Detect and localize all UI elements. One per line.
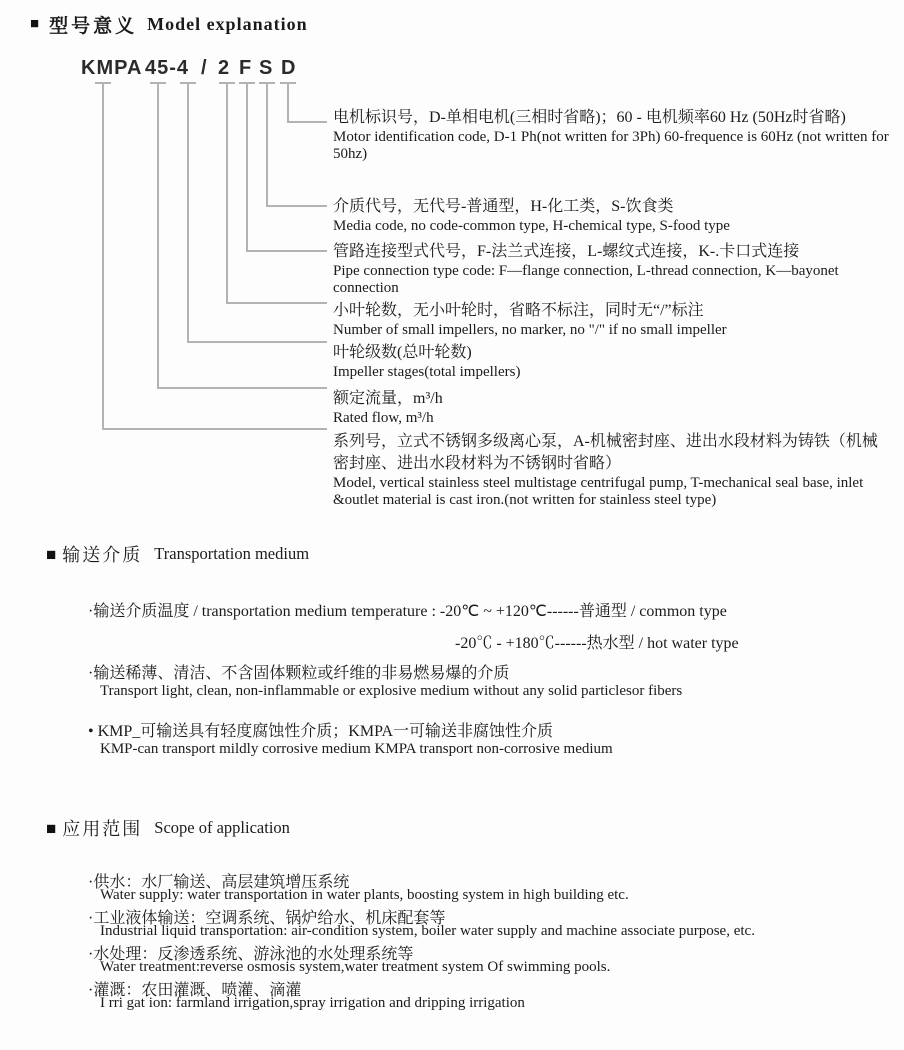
transportation-medium-header xyxy=(46,541,309,567)
leader-horizontal-d xyxy=(287,121,327,123)
application-item-en: Industrial liquid transportation: air-condition system, boiler water supply and machine associate purpose, etc. xyxy=(100,923,755,939)
explanation-impeller-stages xyxy=(333,342,890,381)
section-marker-square: ■ xyxy=(46,818,57,838)
leader-horizontal-45 xyxy=(157,387,327,389)
model-code-flow-stage: 45-4 xyxy=(145,57,190,79)
application-item-en: I rri gat ion: farmland irrigation,spray irrigation and dripping irrigation xyxy=(100,995,525,1011)
explanation-rated-flow xyxy=(333,388,890,427)
medium-temperature-line2: -20℃ - +180℃------热水型 / hot water type xyxy=(455,635,739,652)
leader-vertical-s xyxy=(266,84,268,207)
leader-vertical-2 xyxy=(226,84,228,304)
application-item-zh: ·供水：水厂输送、高层建筑增压系统 xyxy=(88,874,350,891)
leader-vertical-45 xyxy=(157,84,159,389)
explanation-en: Motor identification code, D-1 Ph(not written for 3Ph) 60-frequence is 60Hz (not written for 50hz) xyxy=(333,129,889,162)
leader-vertical-4 xyxy=(187,84,189,343)
model-code-motor: D xyxy=(281,57,297,79)
leader-horizontal-s xyxy=(266,205,327,207)
explanation-zh: 介质代号，无代号-普通型，H-化工类，S-饮食类 xyxy=(333,198,674,215)
model-code-pipe: F xyxy=(239,57,253,79)
medium-item-zh: • KMP_可输送具有轻度腐蚀性介质；KMPA一可输送非腐蚀性介质 xyxy=(88,723,554,740)
model-code-series: KMPA xyxy=(81,57,143,79)
model-explanation-title-en: Model explanation xyxy=(147,14,308,34)
medium-item-en: KMP-can transport mildly corrosive medium KMPA transport non-corrosive medium xyxy=(100,741,613,757)
leader-horizontal-2 xyxy=(226,302,327,304)
application-item-zh: ·水处理：反渗透系统、游泳池的水处理系统等 xyxy=(88,946,414,963)
explanation-en: Number of small impellers, no marker, no "/" if no small impeller xyxy=(333,322,727,338)
explanation-en: Media code, no code-common type, H-chemical type, S-food type xyxy=(333,218,730,234)
explanation-zh: 电机标识号，D-单相电机(三相时省略)；60 - 电机频率60 Hz (50Hz时省略) xyxy=(333,109,846,126)
leader-vertical-kmpa xyxy=(102,84,104,430)
leader-vertical-d xyxy=(287,84,289,123)
model-code-media: S xyxy=(259,57,274,79)
leader-vertical-f xyxy=(246,84,248,252)
scope-of-application-title-zh: 应用范围 xyxy=(62,819,143,839)
leader-horizontal-kmpa xyxy=(102,428,327,430)
explanation-small-impellers xyxy=(333,300,890,339)
explanation-en: Impeller stages(total impellers) xyxy=(333,364,521,380)
explanation-motor-code xyxy=(333,107,890,163)
explanation-zh: 额定流量，m³/h xyxy=(333,390,443,407)
model-code-slash: / xyxy=(201,57,208,79)
leader-horizontal-4 xyxy=(187,341,327,343)
leader-horizontal-f xyxy=(246,250,327,252)
explanation-en: Model, vertical stainless steel multistage centrifugal pump, T-mechanical seal base, inlet &outlet material is cast iron.(not written for stainless steel type) xyxy=(333,475,864,508)
explanation-media-code xyxy=(333,196,890,235)
section-marker-square: ■ xyxy=(30,16,40,32)
application-item-en: Water treatment:reverse osmosis system,water treatment system Of swimming pools. xyxy=(100,959,611,975)
explanation-zh: 管路连接型式代号，F-法兰式连接，L-螺纹式连接，K-.卡口式连接 xyxy=(333,243,800,260)
scope-of-application-header xyxy=(46,815,290,841)
model-explanation-title-zh: 型号意义 xyxy=(49,16,138,37)
medium-item-zh: ·输送稀薄、清洁、不含固体颗粒或纤维的非易燃易爆的介质 xyxy=(88,665,510,682)
explanation-zh: 叶轮级数(总叶轮数) xyxy=(333,344,472,361)
explanation-series xyxy=(333,431,890,509)
application-item-zh: ·工业液体输送：空调系统、锅炉给水、机床配套等 xyxy=(88,910,446,927)
model-code-small-impeller: 2 xyxy=(218,57,231,79)
application-item-zh: ·灌溉：农田灌溉、喷灌、滴灌 xyxy=(88,982,302,999)
transportation-medium-title-zh: 输送介质 xyxy=(62,545,143,565)
scope-of-application-title-en: Scope of application xyxy=(154,818,290,837)
explanation-zh: 小叶轮数，无小叶轮时，省略不标注，同时无“/”标注 xyxy=(333,302,704,319)
explanation-en: Rated flow, m³/h xyxy=(333,410,434,426)
section-marker-square: ■ xyxy=(46,544,57,564)
explanation-pipe-connection xyxy=(333,241,890,297)
medium-item-en: Transport light, clean, non-inflammable or explosive medium without any solid particlesor fibers xyxy=(100,683,683,699)
explanation-zh: 系列号，立式不锈钢多级离心泵，A-机械密封座、进出水段材料为铸铁（机械密封座、进出水段材料为不锈钢时省略） xyxy=(333,433,878,472)
medium-temperature-line1: ·输送介质温度 / transportation medium temperature : -20℃ ~ +120℃------普通型 / common type xyxy=(88,603,727,620)
application-item-en: Water supply: water transportation in water plants, boosting system in high building etc. xyxy=(100,887,629,903)
model-explanation-header xyxy=(30,11,308,38)
transportation-medium-title-en: Transportation medium xyxy=(154,544,310,563)
explanation-en: Pipe connection type code: F—flange connection, L-thread connection, K—bayonet connection xyxy=(333,263,839,296)
